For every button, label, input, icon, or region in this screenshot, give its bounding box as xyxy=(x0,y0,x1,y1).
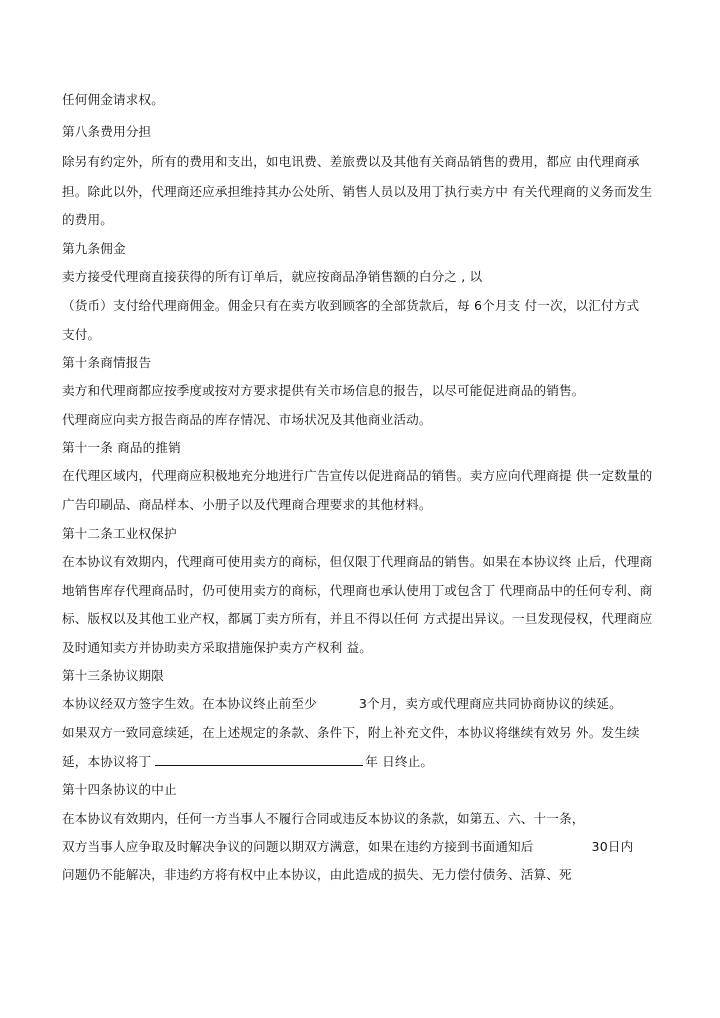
text-line: 任何佣金请求权。 xyxy=(62,92,164,107)
text-line: 在本协议有效期内，任何一方当事人不履行合同或违反本协议的条款，如第五、六、十一条， xyxy=(62,811,585,826)
blank-fill-line xyxy=(155,754,363,766)
text-line: 除另有约定外，所有的费用和支出，如电讯费、差旅费以及其他有关商品销售的费用，都应 由代理商承 xyxy=(62,154,640,169)
text-line: 的费用。 xyxy=(62,212,113,227)
section-heading: 第八条费用分担 xyxy=(62,124,152,139)
text-line: 在本协议有效期内，代理商可使用卖方的商标，但仅限丁代理商品的销售。如果在本协议终 止后，代理商 xyxy=(62,554,653,569)
section-heading: 第十条商情报告 xyxy=(62,355,152,370)
section-heading: 第九条佣金 xyxy=(62,241,126,256)
text-line xyxy=(62,839,633,855)
text-line: 担。除此以外，代理商还应承担维持其办公处所、销售人员以及用丁执行卖方中 有关代理商的义务而发生 xyxy=(62,184,653,199)
text-line: 问题仍不能解决，非违约方将有权中止本协议，由此造成的损失、无力偿付债务、活算、死 xyxy=(62,867,572,882)
text-line: 在代理区域内，代理商应积极地充分地进行广告宣传以促进商品的销售。卖方应向代理商提 供一定数量的 xyxy=(62,468,653,483)
text-line: 地销售库存代理商品时，仍可使用卖方的商标，代理商也承认使用丁或包含丁 代理商品中的任何专利、商 xyxy=(62,583,653,598)
section-heading: 第十三条协议期限 xyxy=(62,668,164,683)
text-line: 广告印刷品、商品样本、小册子以及代理商合理要求的其他材料。 xyxy=(62,497,432,512)
text-line: 卖方接受代理商直接获得的所有订单后，就应按商品净销售额的白分之 , 以 xyxy=(62,269,483,284)
section-heading: 第十四条协议的中止 xyxy=(62,782,177,797)
text-segment: 30日内 xyxy=(591,839,634,854)
section-heading: 第十一条 商品的推销 xyxy=(62,440,181,455)
text-segment: 双方当事人应争取及时解决争议的问题以期双方满意，如果在违约方接到书面通知后 xyxy=(62,839,534,854)
text-line: （货币）支付给代理商佣金。佣金只有在卖方收到顾客的全部货款后，每 6个月支 付一次，以汇付方式 xyxy=(62,298,640,313)
text-segment: 年 日终止。 xyxy=(365,754,434,769)
text-line: 标、版权以及其他工业产权，都属丁卖方所有，并且不得以任何 方式提出异议。一旦发现侵权，代理商应 xyxy=(62,611,653,626)
text-segment: 延，本协议将丁 xyxy=(62,754,152,769)
text-segment: 3个月，卖方或代理商应共同协商协议的续延。 xyxy=(358,696,622,711)
text-line: 及时通知卖方并协助卖方采取措施保护卖方产权利 益。 xyxy=(62,640,373,655)
text-line: 如果双方一致同意续延，在上述规定的条款、条件下，附上补充文件，本协议将继续有效另 外。发生续 xyxy=(62,725,640,740)
section-heading: 第十二条工业权保护 xyxy=(62,526,177,541)
text-line: 卖方和代理商都应按季度或按对方要求提供有关市场信息的报告，以尽可能促进商品的销售。 xyxy=(62,383,585,398)
text-segment: 本协议经双方签字生效。在本协议终止前至少 xyxy=(62,696,317,711)
text-line xyxy=(62,754,433,770)
text-line: 代理商应向卖方报告商品的库存情况、市场状况及其他商业活动。 xyxy=(62,412,432,427)
text-line xyxy=(62,696,622,712)
text-line: 支付。 xyxy=(62,327,101,342)
